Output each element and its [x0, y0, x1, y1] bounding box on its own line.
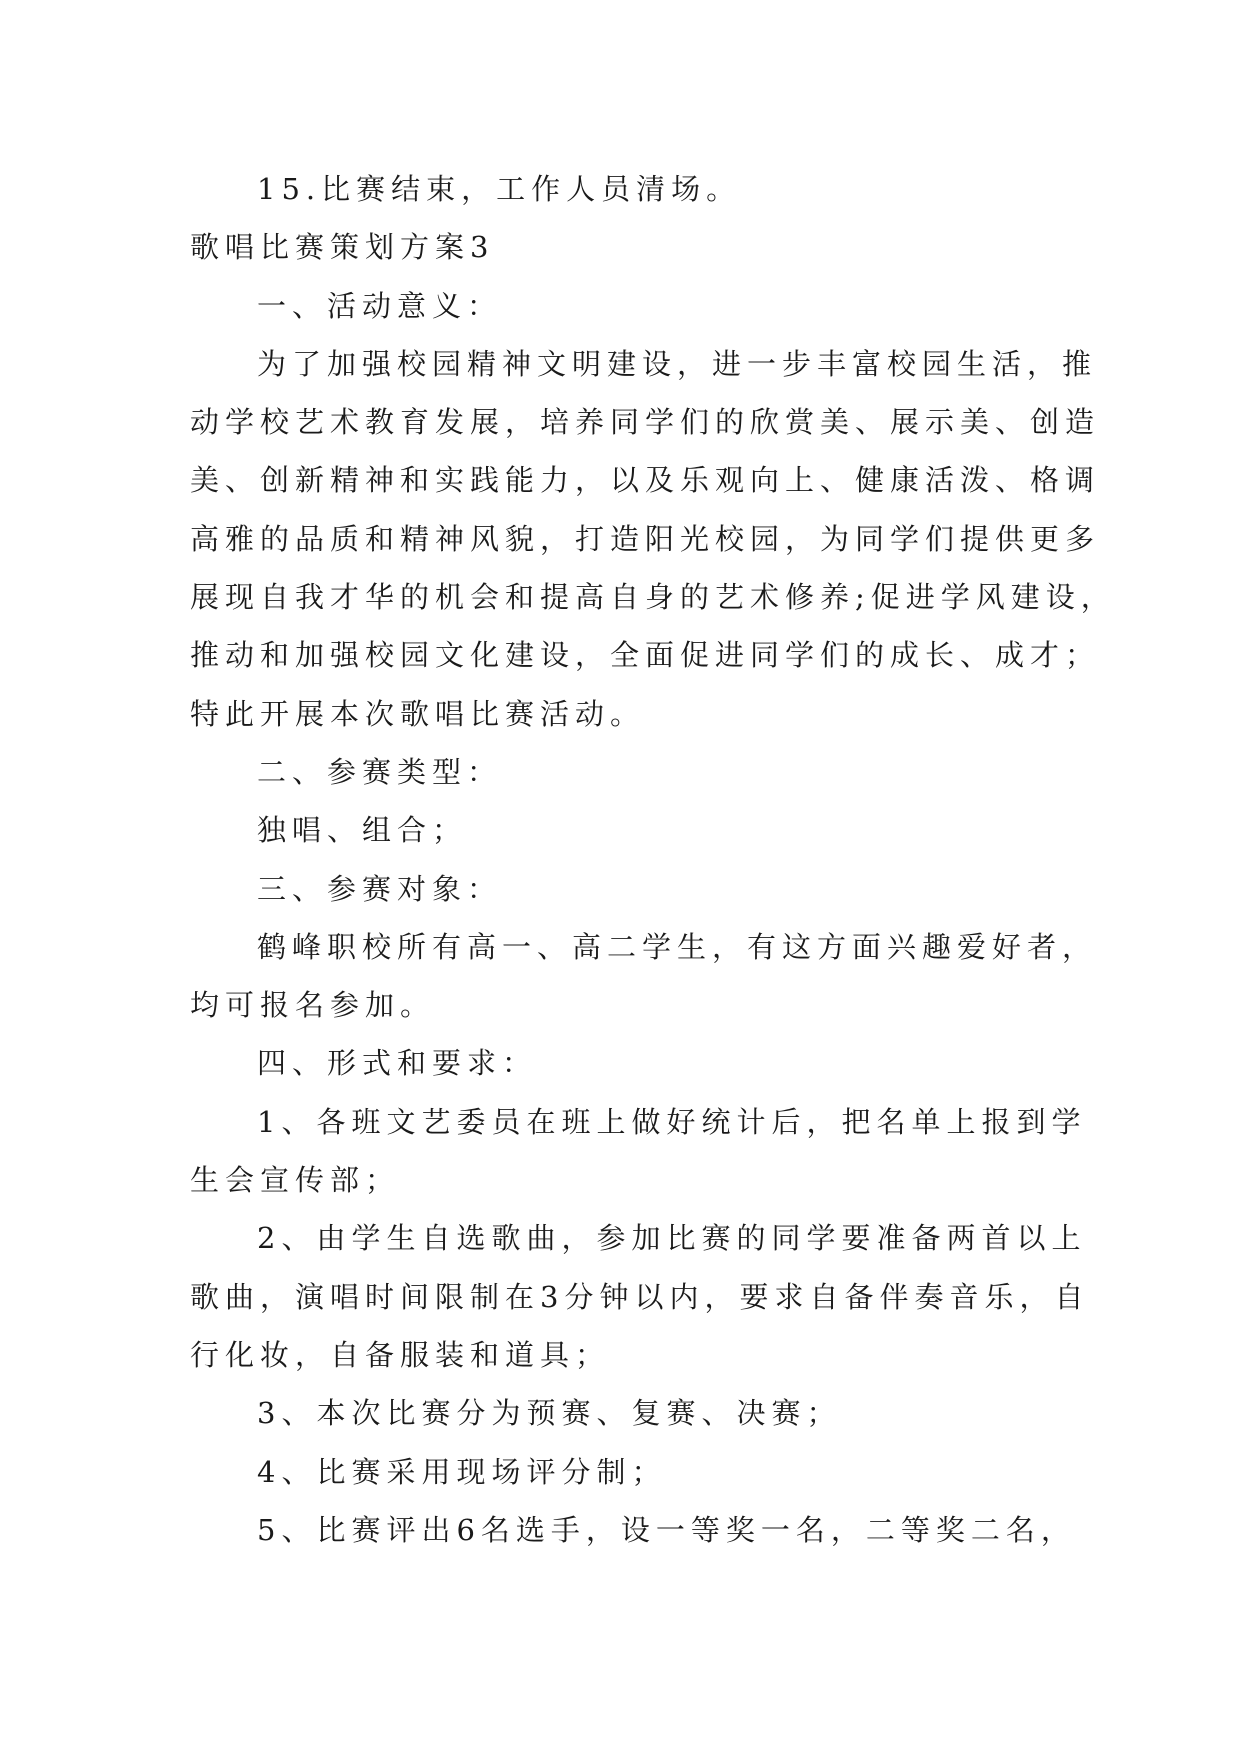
paragraph-line: 推动和加强校园文化建设，全面促进同学们的成长、成才； [190, 638, 1101, 673]
document-page [190, 160, 1116, 1559]
section-heading: 一、活动意义： [257, 288, 503, 323]
paragraph-line: 美、创新精神和实践能力，以及乐观向上、健康活泼、格调 [190, 463, 1101, 498]
list-item: 3、本次比赛分为预赛、复赛、决赛； [257, 1396, 842, 1431]
list-item: 1、各班文艺委员在班上做好统计后，把名单上报到学 [257, 1104, 1087, 1139]
paragraph-line: 动学校艺术教育发展，培养同学们的欣赏美、展示美、创造 [190, 405, 1101, 440]
list-item-continuation: 生会宣传部； [190, 1163, 401, 1198]
list-item: 4、比赛采用现场评分制； [257, 1454, 667, 1489]
paragraph-line: 展现自我才华的机会和提高自身的艺术修养;促进学风建设， [190, 580, 1116, 615]
paragraph-line: 特此开展本次歌唱比赛活动。 [190, 696, 646, 731]
list-item: 2、由学生自选歌曲，参加比赛的同学要准备两首以上 [257, 1221, 1087, 1256]
paragraph-line: 15.比赛结束，工作人员清场。 [257, 172, 742, 206]
paragraph-line: 独唱、组合； [257, 813, 468, 848]
paragraph-line: 为了加强校园精神文明建设，进一步丰富校园生活，推 [257, 346, 1098, 381]
section-title: 歌唱比赛策划方案3 [190, 230, 495, 265]
paragraph-line: 均可报名参加。 [190, 988, 436, 1023]
paragraph-line: 高雅的品质和精神风貌，打造阳光校园，为同学们提供更多 [190, 521, 1101, 556]
paragraph-line: 鹤峰职校所有高一、高二学生，有这方面兴趣爱好者， [257, 929, 1098, 964]
section-heading: 二、参赛类型： [257, 754, 503, 789]
section-heading: 三、参赛对象： [257, 871, 503, 906]
list-item: 5、比赛评出6名选手，设一等奖一名，二等奖二名， [257, 1512, 1076, 1547]
list-item-continuation: 行化妆，自备服装和道具； [190, 1337, 611, 1372]
section-heading: 四、形式和要求： [257, 1046, 538, 1081]
list-item-continuation: 歌曲，演唱时间限制在3分钟以内，要求自备伴奏音乐，自 [190, 1279, 1090, 1314]
